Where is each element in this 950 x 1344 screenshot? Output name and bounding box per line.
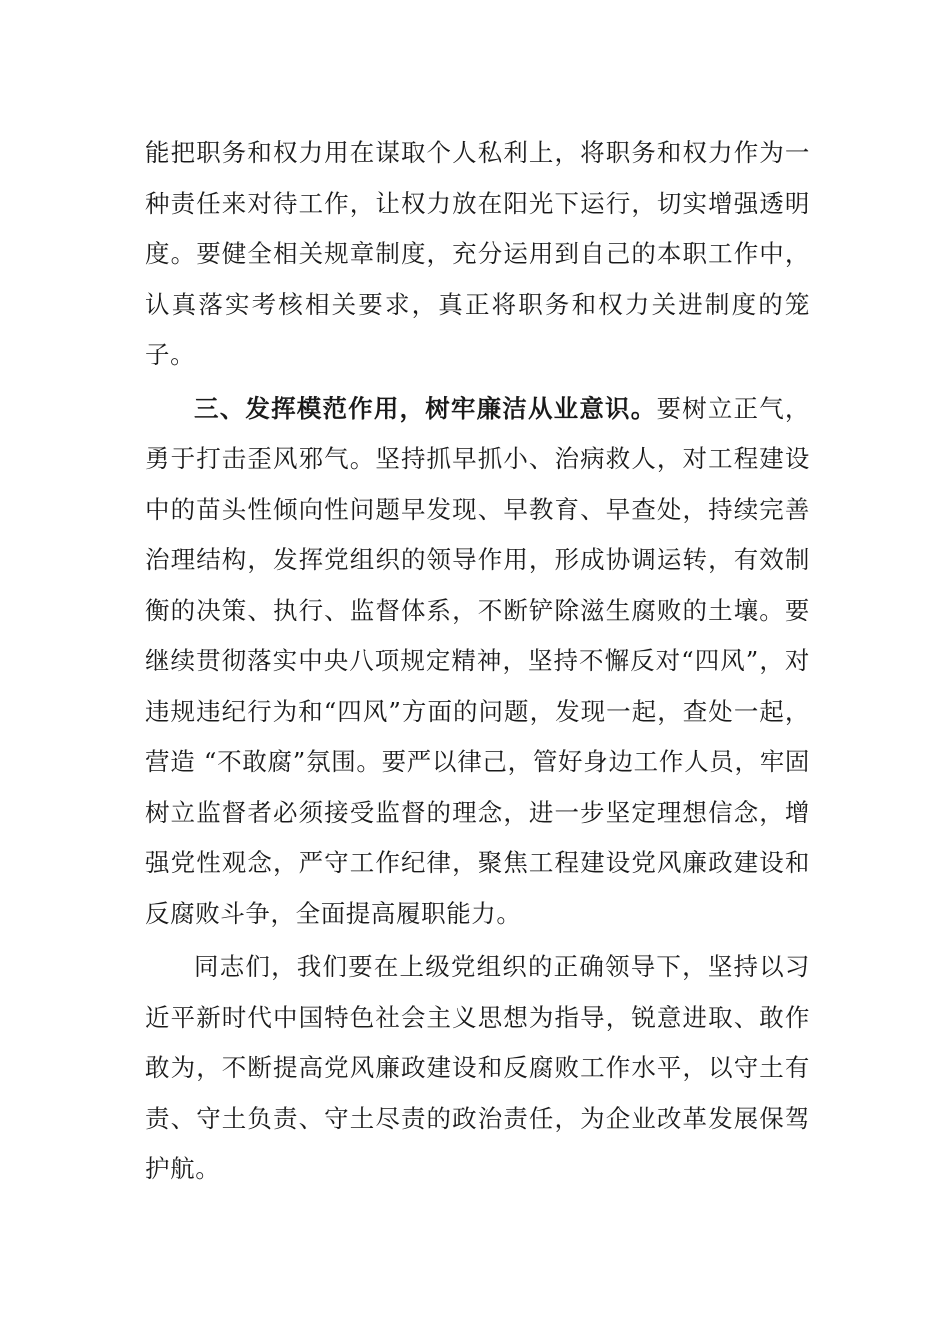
paragraph-continued: 能把职务和权力用在谋取个人私利上，将职务和权力作为一种责任来对待工作，让权力放在阳光下运行，切实增强透明度。要健全相关规章制度，充分运用到自己的本职工作中，认真落实考核相关要求，真正将职务和权力关进制度的笼子。 <box>145 138 810 369</box>
paragraph-section-3 <box>145 384 810 940</box>
document-body <box>145 128 810 1195</box>
paragraph-closing: 同志们，我们要在上级党组织的正确领导下，坚持以习近平新时代中国特色社会主义思想为指导，锐意进取、敢作敢为，不断提高党风廉政建设和反腐败工作水平，以守土有责、守土负责、守土尽责的政治责任，为企业改革发展保驾护航。 <box>145 952 810 1183</box>
section-3-heading: 三、发挥模范作用，树牢廉洁从业意识。 <box>194 393 657 423</box>
section-3-body: 要树立正气，勇于打击歪风邪气。坚持抓早抓小、治病救人，对工程建设中的苗头性倾向性问题早发现、早教育、早查处，持续完善治理结构，发挥党组织的领导作用，形成协调运转，有效制衡的决策、执行、监督体系，不断铲除滋生腐败的土壤。要继续贯彻落实中央八项规定精神，坚持不懈反对“四风”，对违规违纪行为和“四风”方面的问题，发现一起，查处一起，营造 “不敢腐”氛围。要严以律己，管好身边工作人员，牢固树立监督者必须接受监督的理念，进一步坚定理想信念，增强党性观念，严守工作纪律，聚焦工程建设党风廉政建设和反腐败斗争，全面提高履职能力。 <box>145 393 810 928</box>
